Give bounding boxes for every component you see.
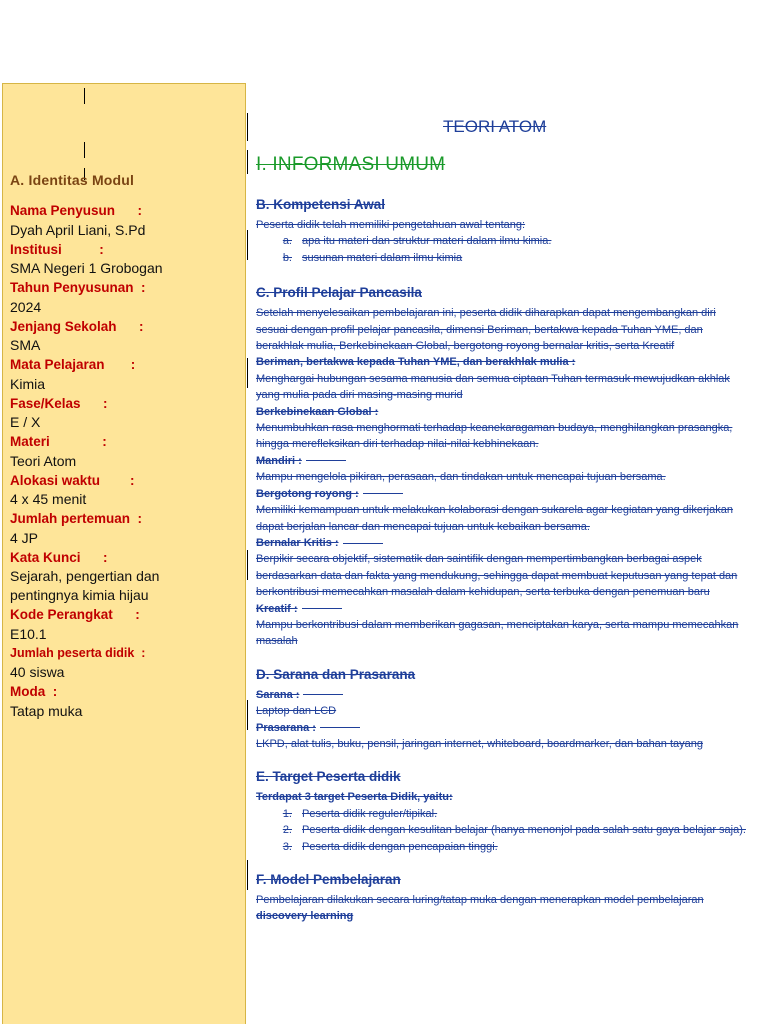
field-label: Jenjang Sekolah : bbox=[10, 318, 144, 334]
field-label: Institusi : bbox=[10, 241, 104, 257]
field-value: E10.1 bbox=[10, 625, 47, 642]
document-body bbox=[256, 196, 750, 925]
field-value: Dyah April Liani, S.Pd bbox=[10, 221, 146, 238]
list-text: apa itu materi dan struktur materi dalam ilmu kimia. bbox=[302, 235, 552, 248]
field-value: SMA Negeri 1 Grobogan bbox=[10, 260, 163, 276]
field-value: 4 x 45 menit bbox=[10, 491, 87, 507]
field-label: Kata Kunci : bbox=[10, 549, 108, 565]
field-fase-kelas bbox=[10, 394, 238, 433]
field-label: Fase/Kelas : bbox=[10, 395, 108, 411]
field-moda bbox=[10, 682, 238, 721]
column-divider bbox=[247, 230, 248, 260]
dimension-text: Memiliki kemampuan untuk melakukan kolaborasi dengan sukarela agar kegiatan yang dikerjakan dapat berjalan lancar dan mencapai tujuan untuk kebaikan bersama. bbox=[256, 504, 733, 533]
dimension-label: Bernalar Kritis : bbox=[256, 535, 750, 551]
section-heading-informasi-umum: I. INFORMASI UMUM bbox=[256, 154, 446, 175]
field-label: Mata Pelajaran : bbox=[10, 357, 136, 372]
paragraph: Terdapat 3 target Peserta Didik, yaitu: bbox=[256, 791, 453, 804]
paragraph bbox=[256, 892, 750, 925]
field-value: Tatap muka bbox=[10, 702, 83, 719]
list-item bbox=[256, 822, 750, 838]
prasarana-label: Prasarana : bbox=[256, 720, 750, 736]
dimension-label: Bergotong royong : bbox=[256, 486, 750, 502]
field-materi bbox=[10, 432, 238, 471]
list-text: Peserta didik dengan pencapaian tinggi. bbox=[302, 840, 498, 853]
document-title: TEORI ATOM bbox=[443, 117, 547, 136]
field-alokasi-waktu bbox=[10, 471, 238, 510]
section-heading-profil: C. Profil Pelajar Pancasila bbox=[256, 285, 422, 301]
field-value: E / X bbox=[10, 414, 41, 430]
model-text: Pembelajaran dilakukan secara luring/tatap muka dengan menerapkan model pembelajaran bbox=[256, 894, 704, 906]
field-jenjang-sekolah bbox=[10, 317, 238, 356]
column-divider bbox=[247, 700, 248, 730]
field-value: Teori Atom bbox=[10, 452, 77, 469]
field-label: Nama Penyusun : bbox=[10, 203, 143, 218]
field-jumlah-pertemuan bbox=[10, 509, 238, 548]
field-kode-perangkat bbox=[10, 605, 238, 644]
section-heading-target: E. Target Peserta didik bbox=[256, 769, 401, 785]
kompetensi-list bbox=[256, 233, 750, 266]
sidebar-heading: A. Identitas Modul bbox=[10, 172, 135, 188]
column-divider bbox=[247, 358, 248, 388]
field-tahun-penyusunan bbox=[10, 278, 238, 317]
list-marker: 2. bbox=[282, 824, 292, 837]
field-value: 2024 bbox=[10, 298, 42, 315]
field-label: Tahun Penyusunan : bbox=[10, 280, 146, 295]
list-item bbox=[256, 839, 750, 855]
list-text: Peserta didik reguler/tipikal. bbox=[302, 807, 438, 820]
dimension-text: Menghargai hubungan sesama manusia dan semua ciptaan Tuhan termasuk mewujudkan akhlak yang mulia pada diri masing-masing murid bbox=[256, 372, 730, 402]
dimension-text: Berpikir secara objektif, sistematik dan saintifik dengan mempertimbangkan berbagai aspek berdasarkan data dan fakta yang mendukung, sehingga dapat membuat keputusan yang tepat dan berkontribusi memecahkan masalah dalam kehidupan, serta terbuka dengan penemuan baru bbox=[256, 553, 738, 599]
field-label: Alokasi waktu : bbox=[10, 472, 135, 488]
field-nama-penyusun bbox=[10, 201, 238, 240]
field-value: 40 siswa bbox=[10, 664, 65, 680]
column-divider bbox=[247, 150, 248, 174]
field-value: Sejarah, pengertian dan pentingnya kimia hijau bbox=[10, 568, 160, 603]
field-label: Materi : bbox=[10, 434, 107, 449]
list-item bbox=[256, 250, 750, 266]
sarana-label: Sarana : bbox=[256, 687, 750, 703]
field-value: SMA bbox=[10, 337, 41, 353]
dimension-text: Mampu berkontribusi dalam memberikan gagasan, menciptakan karya, serta mampu memecahkan masalah bbox=[256, 618, 739, 648]
identity-fields bbox=[10, 201, 238, 721]
dimension-label: Mandiri : bbox=[256, 453, 750, 469]
model-bold-text: discovery learning bbox=[256, 910, 354, 923]
sarana-text: Laptop dan LCD bbox=[256, 705, 337, 718]
list-text: Peserta didik dengan kesulitan belajar (hanya menonjol pada salah satu gaya belajar saja). bbox=[302, 824, 746, 837]
field-institusi bbox=[10, 240, 238, 279]
paragraph: Setelah menyelesaikan pembelajaran ini, peserta didik diharapkan dapat mengembangkan diri sesuai dengan profil pelajar pancasila, dimensi Beriman, bertakwa kepada Tuhan YME, dan berakhlak mulia, Berkebinekaan Global, bergotong royong bernalar kritis, serta Kreatif bbox=[256, 307, 716, 353]
column-divider bbox=[247, 113, 248, 141]
section-heading-sarana: D. Sarana dan Prasarana bbox=[256, 666, 416, 682]
section-heading-model: F. Model Pembelajaran bbox=[256, 872, 401, 887]
dimension-text: Mampu mengelola pikiran, perasaan, dan tindakan untuk mencapai tujuan bersama. bbox=[256, 471, 666, 484]
list-item bbox=[256, 806, 750, 822]
field-label: Jumlah peserta didik : bbox=[10, 645, 146, 660]
column-divider bbox=[247, 550, 248, 580]
list-marker: 3. bbox=[282, 840, 292, 853]
field-label: Moda : bbox=[10, 684, 58, 699]
field-jumlah-peserta-didik bbox=[10, 644, 238, 683]
list-item bbox=[256, 233, 750, 249]
section-heading-kompetensi: B. Kompetensi Awal bbox=[256, 197, 386, 212]
list-marker: b. bbox=[282, 251, 292, 264]
target-list bbox=[256, 806, 750, 855]
text-cursor-mark bbox=[84, 142, 85, 158]
list-marker: 1. bbox=[282, 807, 292, 820]
field-value: Kimia bbox=[10, 375, 46, 392]
list-text: susunan materi dalam ilmu kimia bbox=[302, 251, 463, 264]
field-label: Jumlah pertemuan : bbox=[10, 511, 143, 526]
dimension-text: Menumbuhkan rasa menghormati terhadap keanekaragaman budaya, menghilangkan prasangka, hingga merefleksikan diri terhadap nilai-nilai kebhinekaan. bbox=[256, 422, 733, 451]
list-marker: a. bbox=[282, 235, 292, 248]
dimension-label: Kreatif : bbox=[256, 601, 750, 617]
text-cursor-mark bbox=[84, 88, 85, 104]
field-value: 4 JP bbox=[10, 529, 39, 546]
field-mata-pelajaran bbox=[10, 355, 238, 394]
column-divider bbox=[247, 860, 248, 890]
dimension-label: Berkebinekaan Global : bbox=[256, 405, 379, 418]
paragraph: Peserta didik telah memiliki pengetahuan awal tentang: bbox=[256, 219, 526, 231]
dimension-label: Beriman, bertakwa kepada Tuhan YME, dan berakhlak mulia : bbox=[256, 356, 576, 369]
prasarana-text: LKPD, alat tulis, buku, pensil, jaringan internet, whiteboard, boardmarker, dan bahan tayang bbox=[256, 737, 703, 750]
field-kata-kunci bbox=[10, 548, 238, 606]
field-label: Kode Perangkat : bbox=[10, 607, 140, 622]
